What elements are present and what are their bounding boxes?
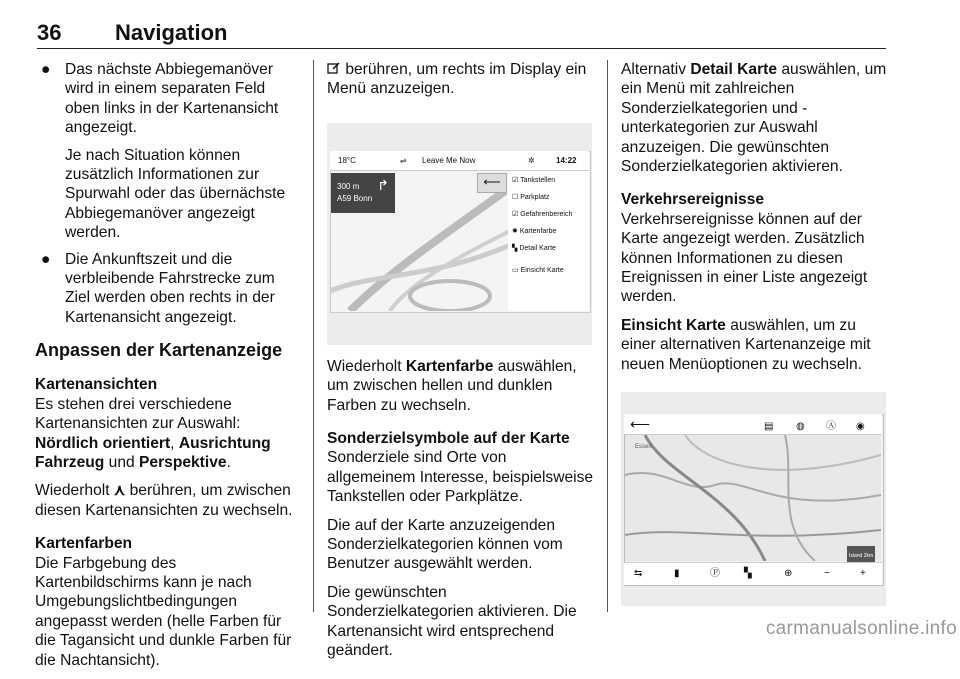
text: auswählen, um zu einer alternativen Kartenanzeige mit neuen Menüoptionen zu wechseln. <box>621 316 871 373</box>
menu-label: Detail Karte <box>519 244 556 252</box>
menu-label: Gefahrenbereich <box>520 210 573 218</box>
bullet-icon: ● <box>41 61 51 78</box>
road: A59 Bonn <box>337 193 373 203</box>
menu-item[interactable] <box>512 263 564 279</box>
scale-label: Island 2km <box>847 546 875 567</box>
paragraph <box>327 357 595 415</box>
paragraph <box>35 375 300 472</box>
option-name: Nördlich orientiert <box>35 434 171 452</box>
text: . <box>226 453 231 471</box>
paragraph <box>327 60 595 99</box>
subheading: Kartenansichten <box>35 376 158 394</box>
column-divider <box>607 60 608 612</box>
option-name: Detail Karte <box>690 61 778 78</box>
option-name: Ausrichtung Fahrzeug <box>35 434 271 471</box>
paragraph <box>35 481 300 520</box>
menu-item[interactable] <box>512 224 556 240</box>
paragraph <box>621 316 889 374</box>
route-icon[interactable]: ⇆ <box>634 568 643 580</box>
back-button[interactable]: ⟵ <box>477 173 507 193</box>
distance: 300 m <box>337 181 360 191</box>
parking-icon[interactable]: Ⓟ <box>710 568 720 580</box>
list-item <box>35 250 300 328</box>
text: Wiederholt <box>327 357 406 375</box>
option-name: Perspektive <box>139 453 227 471</box>
subheading: Verkehrsereignisse <box>621 191 765 209</box>
traffic-icon[interactable]: ▤ <box>764 421 774 433</box>
city-label: Essen <box>635 444 652 451</box>
overview-icon: ▭ <box>512 266 519 274</box>
bullet-subtext: Je nach Situation können zusätzlich Informationen zur Spurwahl oder das übernächste Abbiegemanöver angezeigt werden. <box>65 146 286 242</box>
page-number: 36 <box>37 20 62 45</box>
column-3 <box>621 60 889 606</box>
turn-box <box>331 173 395 213</box>
menu-item[interactable] <box>512 173 555 189</box>
usb-icon: ⇌ <box>400 155 407 165</box>
zoom-in-icon[interactable]: + <box>860 568 866 580</box>
text: Es stehen drei verschiedene Kartenansichten zur Auswahl: <box>35 395 241 433</box>
text: berühren, um zwischen diesen Kartenansichten zu wechseln. <box>35 482 293 519</box>
option-name: Kartenfarbe <box>405 357 494 375</box>
option-name: Einsicht Karte <box>621 316 726 334</box>
text: und <box>104 453 139 471</box>
page-header <box>37 12 886 49</box>
text: , <box>170 434 179 452</box>
overview-map <box>625 435 881 561</box>
screenshot-map-menu <box>327 123 592 345</box>
list-item <box>35 60 300 243</box>
menu-panel <box>508 171 589 311</box>
text: Verkehrsereignisse können auf der Karte angezeigt werden. Zusätzlich können Informationen zu diesen Ereignissen in einer Liste angezeigt werden. <box>621 210 868 306</box>
car-icon[interactable]: ◍ <box>796 421 805 433</box>
menu-item[interactable] <box>512 241 556 257</box>
text: auswählen, um ein Menü mit zahlreichen Sonderzielkategorien und -unterkategorien zur Auswahl anzuzeigen. Die gewünschten Sonderzielkategorien aktivieren. <box>621 61 887 176</box>
menu-label: Tankstellen <box>520 176 556 184</box>
text: Alternativ <box>621 61 691 78</box>
view-toggle-icon: ⋏ <box>113 482 126 500</box>
column-divider <box>313 60 314 612</box>
zoom-target-icon[interactable]: ⊕ <box>784 568 793 580</box>
menu-edit-icon <box>327 61 341 75</box>
text: Sonderziele sind Orte von allgemeinem Interesse, beispielsweise Tankstellen oder Parkplätze. <box>327 449 594 506</box>
paragraph <box>621 60 889 176</box>
camera-icon[interactable]: ◉ <box>856 421 865 433</box>
leave-label: Leave Me Now <box>422 155 476 165</box>
text: berühren, um rechts im Display ein Menü anzuzeigen. <box>327 61 587 98</box>
paragraph: Die auf der Karte anzuzeigenden Sonderzielkategorien können vom Benutzer ausgewählt werden. <box>327 516 563 573</box>
paragraph <box>621 190 889 306</box>
section-heading: Anpassen der Kartenanzeige <box>35 340 283 361</box>
page-title: Navigation <box>115 20 228 45</box>
bottom-toolbar <box>624 562 882 585</box>
bullet-text: Die Ankunftszeit und die verbleibende Fahrstrecke zum Ziel werden oben rechts in der Kartenansicht angezeigt. <box>65 250 275 326</box>
paragraph: Die gewünschten Sonderzielkategorien aktivieren. Die Kartenansicht wird entsprechend geändert. <box>327 583 577 660</box>
bullet-icon: ● <box>41 250 51 268</box>
menu-item[interactable] <box>512 207 572 223</box>
north-icon[interactable]: Ⓐ <box>826 421 836 433</box>
top-toolbar <box>624 414 882 435</box>
text: Wiederholt <box>35 482 114 500</box>
column-2 <box>327 60 595 670</box>
subheading: Kartenfarben <box>35 535 133 553</box>
menu-label: Kartenfarbe <box>519 227 557 235</box>
subheading: Sonderzielsymbole auf der Karte <box>327 430 570 448</box>
checkbox-icon: ☐ <box>512 193 519 201</box>
settings-icon: ✲ <box>528 155 535 165</box>
text: Die Farbgebung des Kartenbildschirms kann je nach Umgebungslichtbedingungen angepasst werden (helle Farben für die Tagansicht und dunkle Farben für die Nachtansicht). <box>35 554 292 669</box>
bullet-text: Das nächste Abbiegemanöver wird in einem separaten Feld oben links in der Kartenansicht angezeigt. <box>65 61 279 137</box>
menu-item[interactable] <box>512 190 549 206</box>
color-icon: ✹ <box>512 227 518 235</box>
bullet-list <box>35 60 300 327</box>
temperature: 18°C <box>338 155 356 165</box>
back-arrow-icon[interactable]: ⟵ <box>630 416 651 433</box>
turn-right-icon: ↱ <box>377 176 389 193</box>
detail-icon: ▚ <box>512 244 518 252</box>
paragraph <box>327 429 595 507</box>
paragraph <box>35 534 300 670</box>
column-1 <box>35 60 300 679</box>
zoom-out-icon[interactable]: − <box>824 568 830 580</box>
status-bar <box>330 151 589 171</box>
clock: 14:22 <box>556 155 577 165</box>
poi-icon[interactable]: ▚ <box>744 568 752 580</box>
menu-label: Einsicht Karte <box>520 266 564 274</box>
text: auswählen, um zwischen hellen und dunklen Farben zu wechseln. <box>327 357 577 414</box>
footer-watermark: carmanualsonline.info <box>765 618 957 639</box>
fuel-icon[interactable]: ▮ <box>674 568 680 580</box>
checkbox-icon: ☑ <box>512 210 519 218</box>
checkbox-icon: ☑ <box>512 176 519 184</box>
menu-label: Parkplatz <box>520 193 550 201</box>
screenshot-overview-map <box>621 392 886 606</box>
